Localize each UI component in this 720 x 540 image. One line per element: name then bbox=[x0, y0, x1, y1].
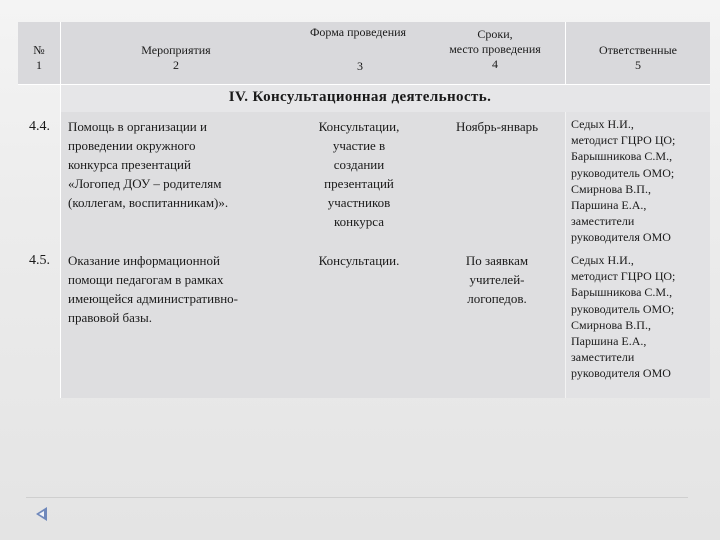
form-line: презентаций bbox=[324, 176, 394, 191]
resp-line: Паршина Е.А., bbox=[571, 334, 647, 349]
event-line: имеющейся административно- bbox=[68, 291, 238, 306]
row-divider bbox=[18, 84, 710, 85]
resp-line: Седых Н.И., bbox=[571, 253, 634, 267]
col-divider bbox=[60, 22, 61, 398]
resp-line: методист ГЦРО ЦО; bbox=[571, 133, 676, 148]
event-line: (коллегам, воспитанникам)». bbox=[68, 195, 229, 210]
header-form-index: 3 bbox=[357, 59, 363, 73]
resp-line: руководитель ОМО; bbox=[571, 301, 675, 316]
event-line: Оказание информационной bbox=[68, 253, 220, 268]
header-event-index: 2 bbox=[173, 58, 179, 72]
form-line: Консультации. bbox=[318, 253, 400, 268]
row-form bbox=[297, 251, 421, 270]
term-line: Ноябрь-январь bbox=[455, 119, 539, 134]
term-line: логопедов. bbox=[467, 291, 527, 306]
resp-line: руководителя ОМО bbox=[571, 230, 671, 245]
event-line: проведении окружного bbox=[68, 138, 196, 153]
row-term bbox=[432, 251, 562, 308]
row-responsible bbox=[571, 252, 711, 382]
header-resp-title: Ответственные bbox=[599, 43, 677, 57]
event-line: помощи педагогам в рамках bbox=[68, 272, 224, 287]
form-line: участников bbox=[327, 195, 391, 210]
resp-line: методист ГЦРО ЦО; bbox=[571, 269, 676, 284]
header-resp-index: 5 bbox=[635, 58, 641, 72]
row-number: 4.4. bbox=[29, 119, 50, 134]
header-event-title: Мероприятия bbox=[141, 43, 211, 57]
header-resp bbox=[568, 43, 708, 73]
resp-line: руководителя ОМО bbox=[571, 366, 671, 381]
resp-line: заместители bbox=[571, 214, 635, 229]
row-form bbox=[297, 117, 421, 231]
resp-line: руководитель ОМО; bbox=[571, 165, 675, 180]
header-event bbox=[96, 43, 256, 73]
footer-rule bbox=[26, 497, 688, 498]
form-line: участие в bbox=[332, 138, 386, 153]
header-term bbox=[420, 27, 570, 72]
event-line: Помощь в организации и bbox=[68, 119, 207, 134]
resp-line: Барышникова С.М., bbox=[571, 285, 673, 300]
row-number: 4.5. bbox=[29, 253, 50, 268]
header-num-index: 1 bbox=[36, 58, 42, 72]
event-line: правовой базы. bbox=[68, 310, 153, 325]
col-divider bbox=[565, 112, 566, 398]
event-line: «Логопед ДОУ – родителям bbox=[68, 176, 222, 191]
header-term-index: 4 bbox=[492, 57, 498, 71]
form-line: Консультации, bbox=[318, 119, 400, 134]
term-line: учителей- bbox=[469, 272, 525, 287]
resp-line: Смирнова В.П., bbox=[571, 181, 651, 196]
term-line: По заявкам bbox=[465, 253, 529, 268]
resp-line: Седых Н.И., bbox=[571, 117, 634, 131]
row-responsible bbox=[571, 116, 711, 246]
header-term-title-1: Сроки, bbox=[477, 27, 513, 41]
header-form-title: Форма проведения bbox=[309, 25, 407, 39]
header-num-title: № bbox=[33, 43, 45, 57]
form-line: конкурса bbox=[334, 214, 384, 229]
triangle-left-icon[interactable] bbox=[34, 506, 48, 522]
row-event bbox=[68, 117, 298, 212]
header-num bbox=[22, 43, 56, 73]
resp-line: Смирнова В.П., bbox=[571, 317, 651, 332]
resp-line: Паршина Е.А., bbox=[571, 198, 647, 213]
row-event bbox=[68, 251, 298, 327]
resp-line: Барышникова С.М., bbox=[571, 149, 673, 164]
row-term bbox=[432, 117, 562, 136]
event-line: конкурса презентаций bbox=[68, 157, 191, 172]
form-line: создании bbox=[333, 157, 385, 172]
section-title: IV. Консультационная деятельность. bbox=[228, 89, 492, 105]
header-term-title-2: место проведения bbox=[449, 42, 541, 56]
resp-line: заместители bbox=[571, 350, 635, 365]
